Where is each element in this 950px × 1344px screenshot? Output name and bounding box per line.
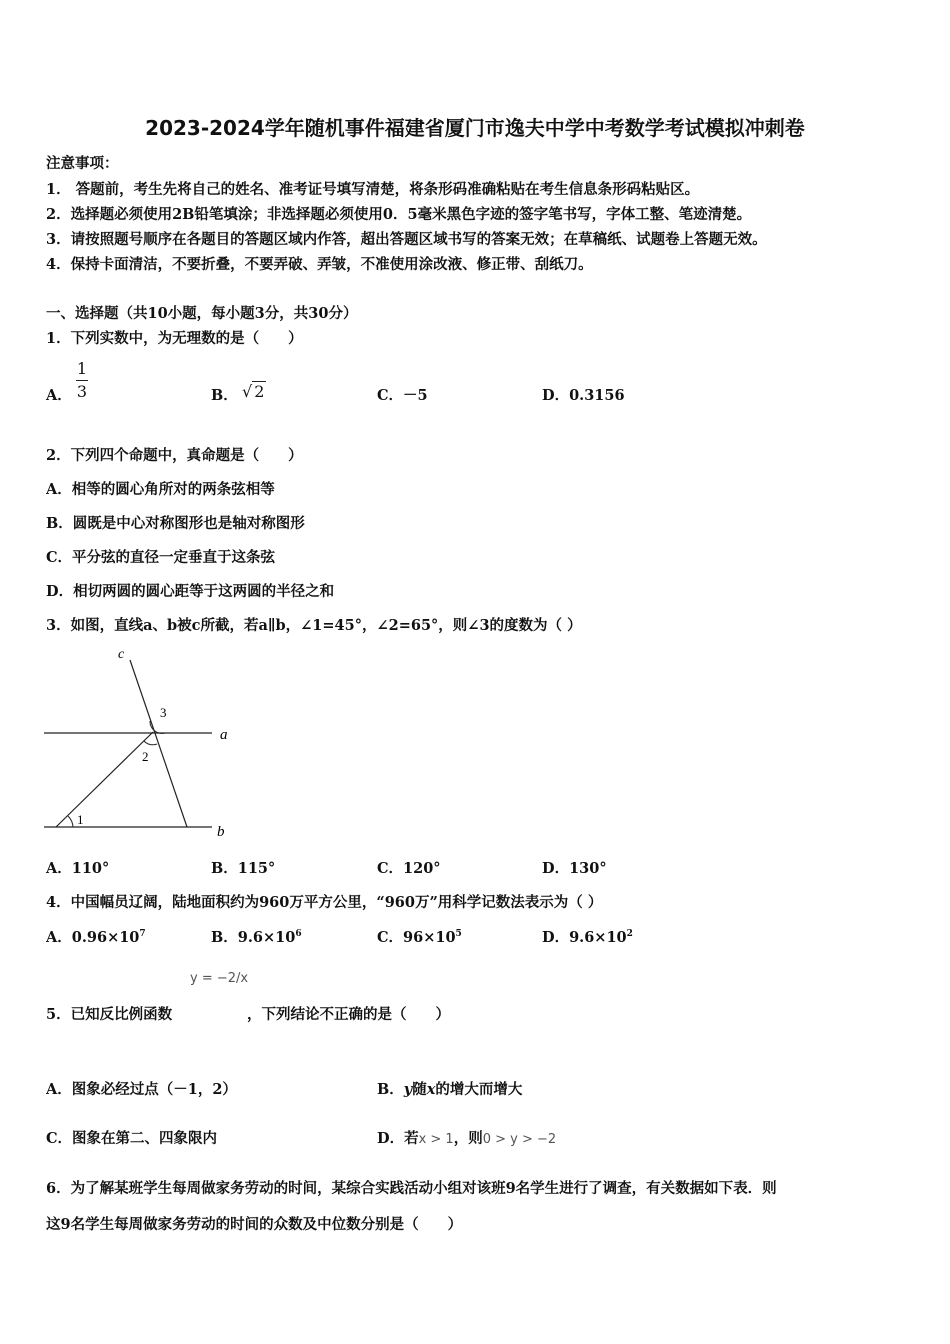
q5-d-mid: ，则 [453,1130,483,1147]
q2-stem: 2．下列四个命题中，真命题是（ ） [46,447,303,464]
q4-a-base: A．0.96×10 [46,929,140,946]
q5-d-pre: D．若 [377,1130,419,1147]
q1-option-a-fraction [76,360,88,401]
q2-option-a: A．相等的圆心角所对的两条弦相等 [46,481,275,498]
q5-formula: y = −2/x [190,971,249,986]
q4-stem: 4．中国幅员辽阔，陆地面积约为960万平方公里，“960万”用科学记数法表示为（ ） [46,894,603,911]
q4-a-exp: 7 [139,929,146,940]
q5-b-mid: 随 [412,1081,427,1098]
q2-option-b: B．圆既是中心对称图形也是轴对称图形 [46,515,305,532]
angle3-arc [150,721,165,733]
fraction-numerator: 1 [76,359,88,378]
q4-c-base: C．96×10 [377,929,456,946]
q4-option-a [46,926,146,947]
label-c: c [118,647,125,662]
q1-option-b-label: B． [211,387,238,404]
label-angle1: 1 [77,812,84,827]
notice-item-2: 2．选择题必须使用2B铅笔填涂；非选择题必须使用0．5毫米黑色字迹的签字笔书写，字体工整、笔迹清楚。 [46,206,752,223]
q4-c-exp: 5 [455,929,462,940]
q4-option-c [377,926,462,947]
angle2-arc [144,741,157,745]
q3-option-c: C．120° [377,860,441,877]
q2-option-d: D．相切两圆的圆心距等于这两圆的半径之和 [46,583,335,600]
q4-d-base: D．9.6×10 [542,929,627,946]
notice-item-1: 1． 答题前，考生先将自己的姓名、准考证号填写清楚，将条形码准确粘贴在考生信息条形码粘贴区。 [46,181,700,198]
q1-stem: 1．下列实数中，为无理数的是（ ） [46,330,303,347]
q3-stem: 3．如图，直线a、b被c所截，若a∥b，∠1=45°，∠2=65°，则∠3的度数为（ ） [46,617,582,634]
q3-option-b: B．115° [211,860,276,877]
notice-item-4: 4．保持卡面清洁，不要折叠，不要弄破、弄皱，不准使用涂改液、修正带、刮纸刀。 [46,256,593,273]
q6-line-1: 6．为了解某班学生每周做家务劳动的时间，某综合实践活动小组对该班9名学生进行了调查，有关数据如下表．则 [46,1180,777,1197]
q5-b-y: y [403,1081,413,1098]
q6-line-2: 这9名学生每周做家务劳动的时间的众数及中位数分别是（ ） [46,1216,463,1233]
q5-b-pre: B． [377,1081,404,1098]
q5-stem-b: ，下列结论不正确的是（ ） [247,1006,450,1023]
notice-heading: 注意事项： [46,155,119,172]
q3-figure [40,645,240,845]
notice-item-3: 3．请按照题号顺序在各题目的答题区域内作答，超出答题区域书写的答案无效；在草稿纸、试题卷上答题无效。 [46,231,767,248]
angle1-arc [68,816,73,827]
fraction-bar [76,380,88,381]
line-c [130,660,187,827]
q4-d-exp: 2 [626,929,633,940]
q1-option-c: C．－5 [377,387,428,404]
fraction-denominator: 3 [76,382,88,401]
q4-b-base: B．9.6×10 [211,929,296,946]
q5-option-a: A．图象必经过点（－1，2） [46,1081,237,1098]
page-title: 2023-2024学年随机事件福建省厦门市逸夫中学中考数学考试模拟冲刺卷 [145,116,805,140]
q5-option-b [377,1078,522,1099]
q5-option-c: C．图象在第二、四象限内 [46,1130,218,1147]
q3-option-d: D．130° [542,860,607,877]
q5-d-res: 0 > y > −2 [482,1132,557,1147]
label-angle3: 3 [160,705,167,720]
q5-d-cond: x > 1 [418,1132,454,1147]
q2-option-c: C．平分弦的直径一定垂直于这条弦 [46,549,276,566]
q1-option-b-sqrt: √ 2 [242,382,265,401]
q4-option-d [542,926,633,947]
q5-b-x: x [426,1081,436,1098]
q1-option-d: D．0.3156 [542,387,625,404]
q3-option-a: A．110° [46,860,110,877]
label-a: a [220,727,228,743]
q4-b-exp: 6 [295,929,302,940]
q1-option-a-label: A． [46,387,72,404]
q4-option-b [211,926,302,947]
q5-option-d [377,1127,556,1148]
label-angle2: 2 [142,749,149,764]
sqrt-radicand: 2 [254,382,265,401]
transversal-segment [56,732,153,827]
q5-stem-a: 5．已知反比例函数 [46,1006,173,1023]
label-b: b [217,824,225,840]
section-heading: 一、选择题（共10小题，每小题3分，共30分） [46,305,358,322]
q5-b-post: 的增大而增大 [435,1081,523,1098]
